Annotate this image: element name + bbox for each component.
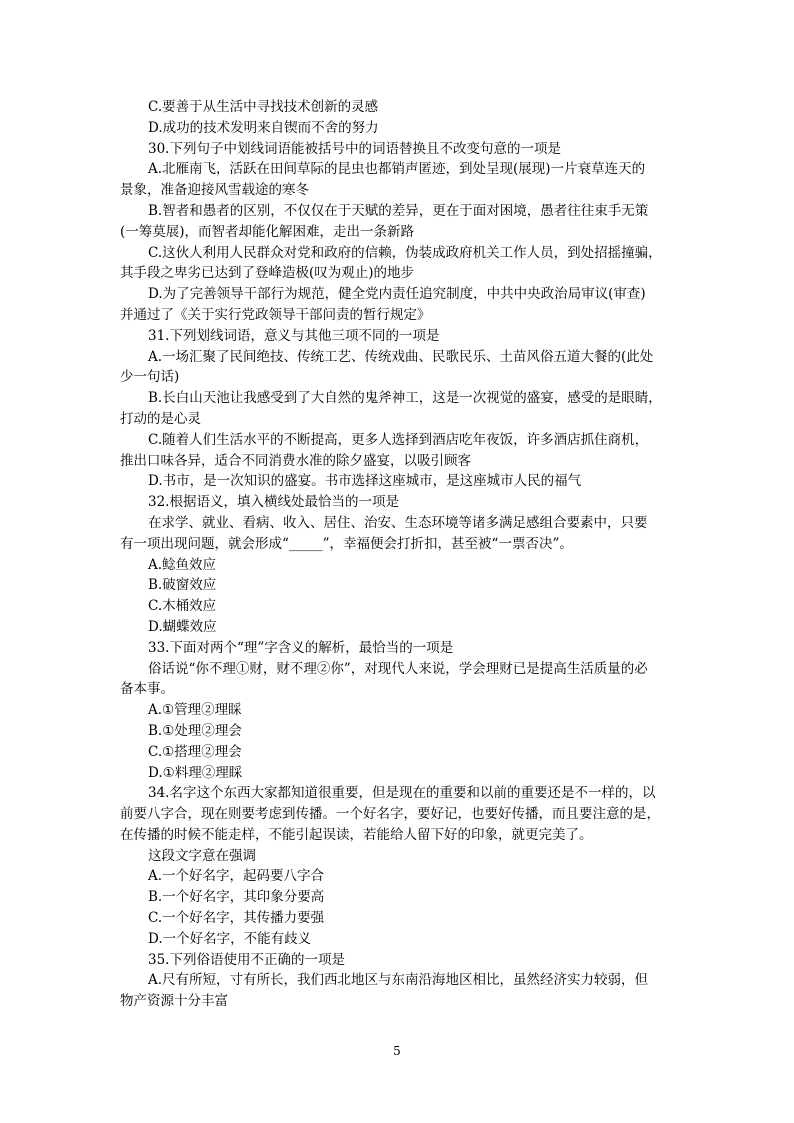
text-line: D.①料理②理睬 — [148, 764, 243, 781]
text-line: 32.根据语义，填入横线处最恰当的一项是 — [148, 494, 399, 511]
text-line: A.一场汇聚了民间绝技、传统工艺、传统戏曲、民歌民乐、土苗风俗五道大餐的(此处 — [148, 348, 654, 365]
page-number: 5 — [393, 1044, 401, 1058]
text-line: 在传播的时候不能走样，不能引起误读，若能给人留下好的印象，就更完美了。 — [120, 826, 593, 843]
text-line: (一筹莫展)，而智者却能化解困难，走出一条新路 — [120, 223, 415, 240]
text-line: A.一个好名字，起码要八字合 — [148, 868, 325, 885]
text-line: B.智者和愚者的区别，不仅仅在于天赋的差异，更在于面对困境，愚者往往束手无策 — [148, 202, 649, 219]
text-line: D.成功的技术发明来自锲而不舍的努力 — [148, 119, 379, 136]
text-line: 35.下列俗语使用不正确的一项是 — [148, 951, 345, 968]
text-line: D.为了完善领导干部行为规范，健全党内责任追究制度，中共中央政治局审议(审查) — [148, 286, 646, 303]
text-line: B.长白山天池让我感受到了大自然的鬼斧神工，这是一次视觉的盛宴，感受的是眼睛， — [148, 390, 662, 407]
text-line: 30.下列句子中划线词语能被括号中的词语替换且不改变句意的一项是 — [148, 140, 561, 157]
text-line: B.破窗效应 — [148, 577, 217, 594]
text-line: 34.名字这个东西大家都知道很重要，但是现在的重要和以前的重要还是不一样的，以 — [148, 785, 656, 802]
text-line: D.一个好名字，不能有歧义 — [148, 930, 312, 947]
text-line: C.①搭理②理会 — [148, 743, 242, 760]
text-line: C.这伙人利用人民群众对党和政府的信赖，伪装成政府机关工作人员，到处招摇撞骗， — [148, 244, 662, 261]
text-line: 31.下列划线词语，意义与其他三项不同的一项是 — [148, 327, 440, 344]
text-line: B.一个好名字，其印象分要高 — [148, 889, 325, 906]
text-line: 并通过了《关于实行党政领导干部问责的暂行规定》 — [120, 306, 431, 323]
text-line: 少一句话) — [120, 369, 180, 386]
text-line: 有一项出现问题，就会形成“_____”，幸福便会打折扣，甚至被“一票否决”。 — [120, 535, 573, 552]
text-line: C.木桶效应 — [148, 598, 217, 615]
text-line: 33.下面对两个“理”字含义的解析，最恰当的一项是 — [148, 639, 454, 656]
text-line: 俗话说“你不理①财，财不理②你”，对现代人来说，学会理财已是提高生活质量的必 — [148, 660, 648, 677]
text-line: 推出口味各异，适合不同消费水准的除夕盛宴，以吸引顾客 — [120, 452, 471, 469]
text-line: C.一个好名字，其传播力要强 — [148, 910, 325, 927]
text-line: A.①管理②理睬 — [148, 702, 242, 719]
text-line: A.尺有所短，寸有所长，我们西北地区与东南沿海地区相比，虽然经济实力较弱，但 — [148, 972, 649, 989]
text-line: D.书市，是一次知识的盛宴。书市选择这座城市，是这座城市人民的福气 — [148, 473, 582, 490]
text-line: 其手段之卑劣已达到了登峰造极(叹为观止)的地步 — [120, 265, 415, 282]
document-body — [120, 97, 680, 1012]
text-line: A.北雁南飞，活跃在田间草际的昆虫也都销声匿迹，到处呈现(展现)一片衰草连天的 — [148, 161, 646, 178]
text-line: C.要善于从生活中寻找技术创新的灵感 — [148, 99, 379, 115]
text-line: C.随着人们生活水平的不断提高，更多人选择到酒店吃年夜饭，许多酒店抓住商机， — [148, 431, 649, 448]
text-line: 物产资源十分丰富 — [120, 993, 228, 1010]
text-line: 在求学、就业、看病、收入、居住、治安、生态环境等诸多满足感组合要素中，只要 — [148, 514, 648, 531]
text-line: A.鲶鱼效应 — [148, 556, 217, 573]
text-line: D.蝴蝶效应 — [148, 618, 217, 635]
text-line: 前要八字合，现在则要考虑到传播。一个好名字，要好记，也要好传播，而且要注意的是， — [120, 806, 660, 823]
text-line: B.①处理②理会 — [148, 722, 242, 739]
text-line: 这段文字意在强调 — [148, 847, 256, 864]
text-line: 备本事。 — [120, 681, 174, 698]
text-line: 景象，准备迎接风雪载途的寒冬 — [120, 182, 309, 199]
text-line: 打动的是心灵 — [120, 410, 201, 427]
